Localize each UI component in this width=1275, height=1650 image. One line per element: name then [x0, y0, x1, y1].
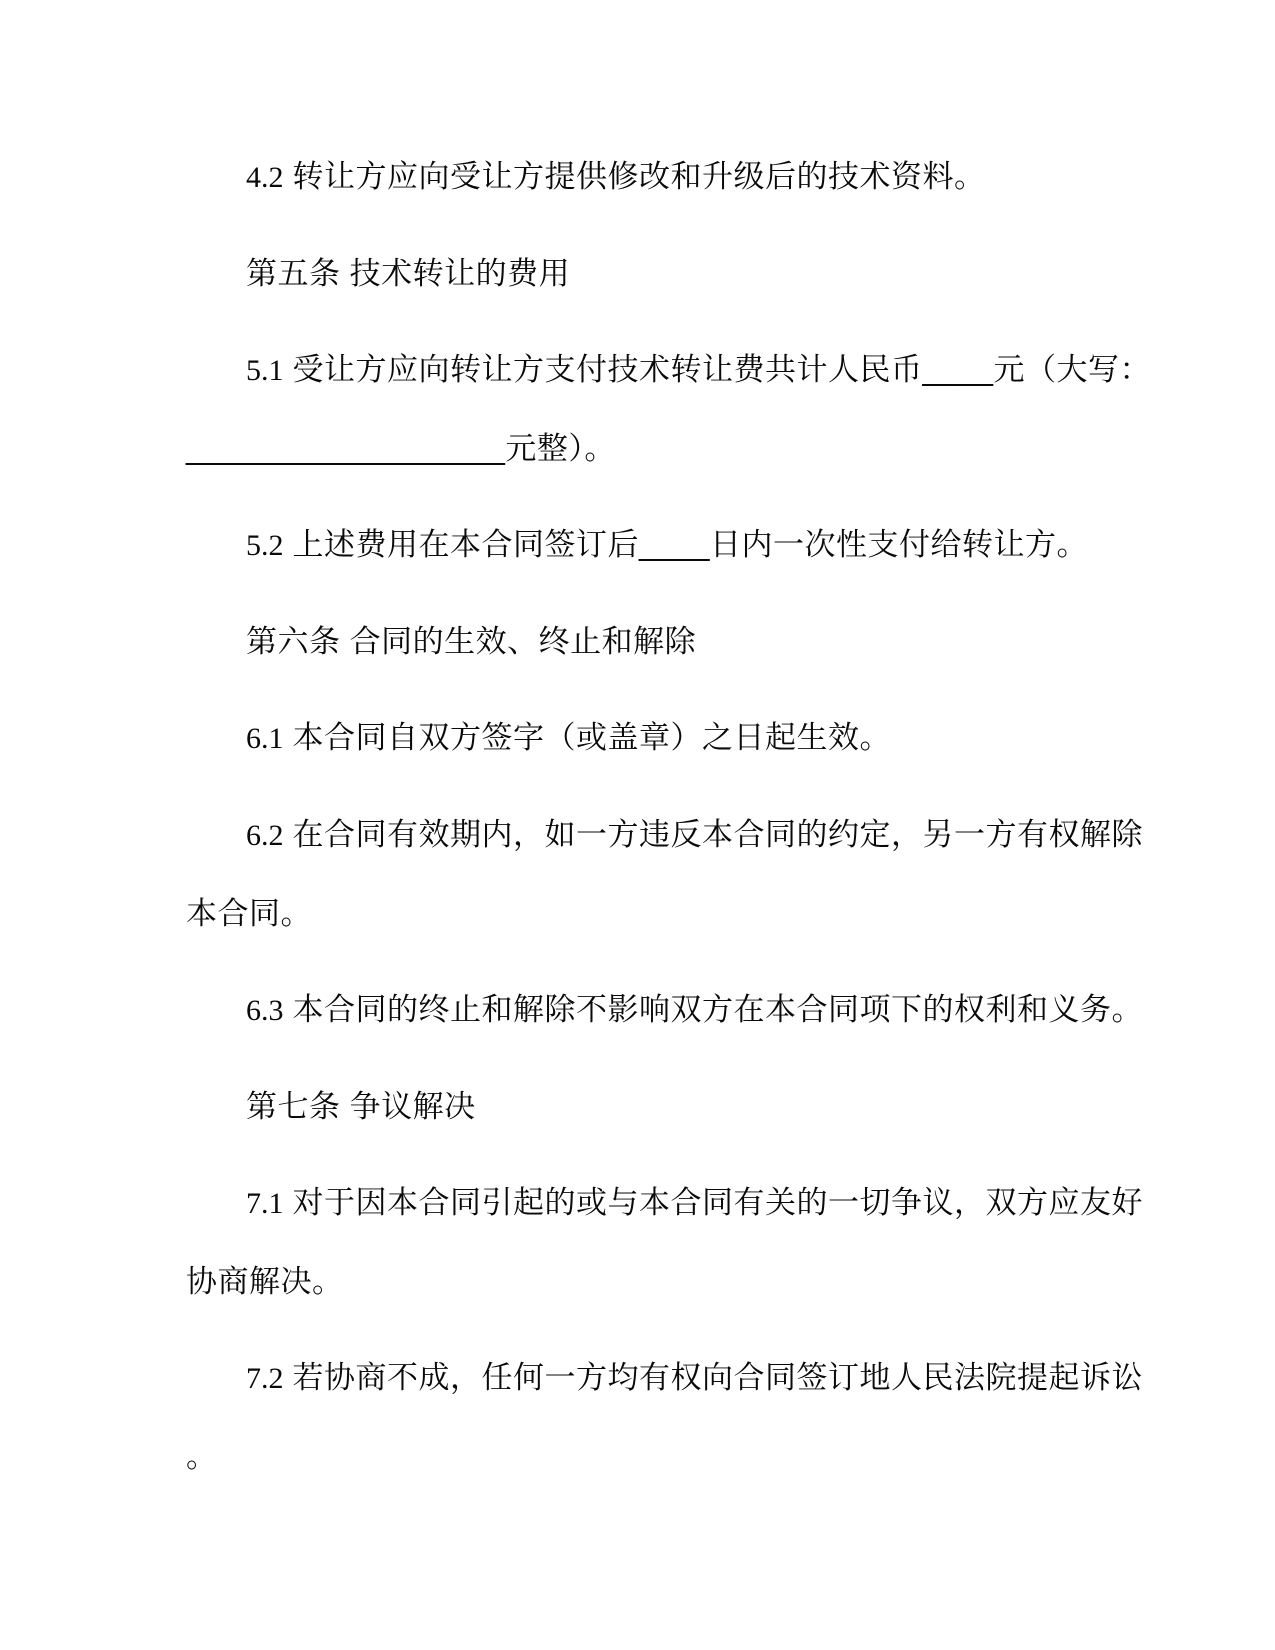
clause-number: 6.3: [246, 994, 284, 1027]
paragraph: [186, 506, 1105, 585]
paragraph: [186, 331, 1151, 488]
line-text: 。: [186, 1439, 218, 1474]
text-line: [186, 971, 1143, 1050]
text-line: [186, 1164, 1143, 1243]
line-text: 协商解决。: [186, 1264, 344, 1299]
line-text: 上述费用在本合同签订后____日内一次性支付给转让方。: [292, 527, 1088, 562]
text-line: [186, 699, 1105, 778]
clause-number: 7.1: [246, 1187, 284, 1220]
paragraph: [186, 235, 1105, 313]
text-line: [186, 138, 1105, 217]
text-line: [186, 875, 1105, 953]
clause-number: 5.2: [246, 529, 284, 562]
text-line: [186, 603, 1105, 681]
text-line: [186, 1339, 1143, 1418]
text-line: [186, 796, 1143, 875]
text-line: [186, 506, 1105, 585]
line-text: __________________元整）。: [186, 431, 616, 466]
paragraph: [186, 699, 1105, 778]
text-line: [186, 331, 1151, 410]
paragraph: [186, 1339, 1143, 1496]
paragraph: [186, 138, 1105, 217]
clause-number: 6.2: [246, 819, 284, 852]
paragraph: [186, 603, 1105, 681]
line-text: 若协商不成，任何一方均有权向合同签订地人民法院提起诉讼: [292, 1360, 1143, 1395]
clause-number: 4.2: [246, 161, 284, 194]
clause-number: 6.1: [246, 722, 284, 755]
line-text: 第五条 技术转让的费用: [246, 256, 571, 291]
line-text: 本合同。: [186, 896, 312, 931]
paragraph: [186, 1068, 1105, 1146]
line-text: 本合同的终止和解除不影响双方在本合同项下的权利和义务。: [292, 992, 1143, 1027]
text-line: [186, 1243, 1105, 1321]
line-text: 对于因本合同引起的或与本合同有关的一切争议，双方应友好: [292, 1185, 1143, 1220]
line-text: 本合同自双方签字（或盖章）之日起生效。: [292, 720, 891, 755]
line-text: 转让方应向受让方提供修改和升级后的技术资料。: [292, 159, 986, 194]
text-line: [186, 1068, 1105, 1146]
paragraph: [186, 796, 1143, 953]
line-text: 受让方应向转让方支付技术转让费共计人民币____元（大写：: [292, 352, 1151, 387]
line-text: 第六条 合同的生效、终止和解除: [246, 624, 697, 659]
paragraph: [186, 1164, 1143, 1321]
text-line: [186, 410, 1105, 488]
clause-number: 5.1: [246, 354, 284, 387]
paragraph: [186, 971, 1143, 1050]
line-text: 在合同有效期内，如一方违反本合同的约定，另一方有权解除: [292, 817, 1143, 852]
text-line: [186, 235, 1105, 313]
clause-number: 7.2: [246, 1362, 284, 1395]
line-text: 第七条 争议解决: [246, 1089, 476, 1124]
text-line: [186, 1418, 1105, 1496]
